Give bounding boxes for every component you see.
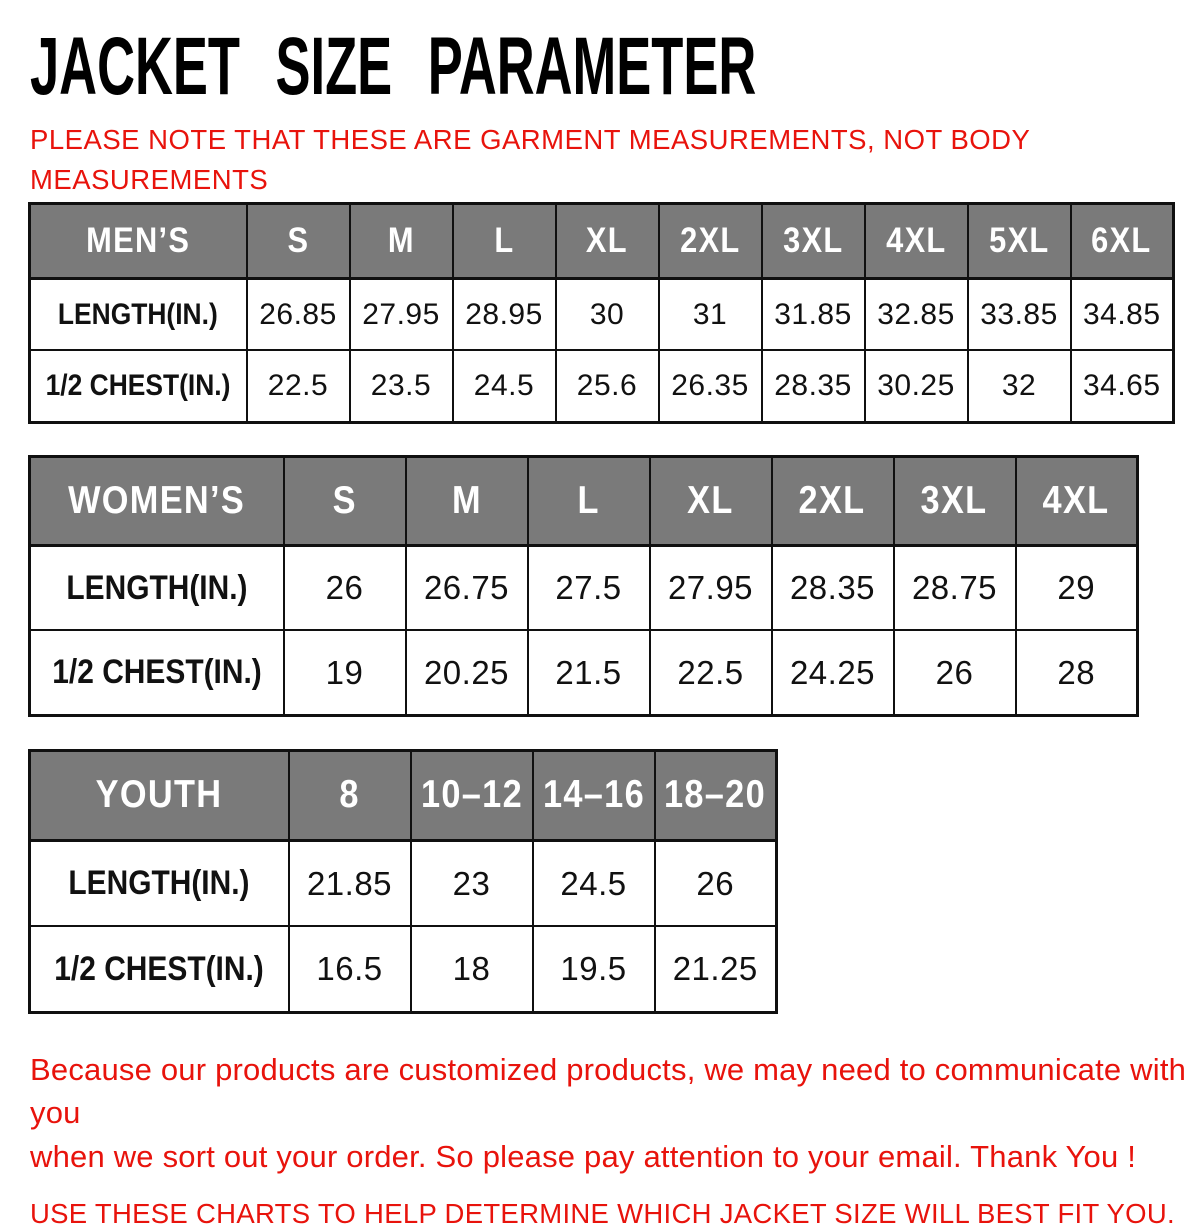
womens-size-header-cell: [528, 456, 650, 545]
mens-value-cell: 24.5: [453, 350, 556, 422]
youth-data-row: [30, 926, 777, 1012]
womens-value-cell: 27.95: [650, 545, 772, 630]
youth-size-header-cell: [289, 750, 411, 840]
youth-row-label: 1/2 CHEST(IN.): [54, 949, 264, 988]
womens-table-name-cell: [30, 456, 284, 545]
womens-value-cell: 27.5: [528, 545, 650, 630]
youth-row-label-cell: [30, 926, 289, 1012]
youth-size-header-cell: [655, 750, 777, 840]
mens-size-label: M: [387, 220, 415, 260]
womens-size-header-cell: [284, 456, 406, 545]
mens-row-label: LENGTH(IN.): [58, 297, 219, 331]
youth-value-cell: 21.25: [655, 926, 777, 1012]
youth-table-name: YOUTH: [95, 773, 223, 817]
mens-value-cell: 34.65: [1071, 350, 1174, 422]
mens-size-header-cell: [556, 203, 659, 278]
womens-size-label: M: [451, 478, 482, 522]
youth-size-label: 14–16: [542, 773, 645, 817]
youth-row-label-cell: [30, 840, 289, 926]
mens-value-cell: 32.85: [865, 278, 968, 350]
mens-size-label: 2XL: [679, 220, 741, 260]
youth-size-label: 8: [339, 773, 360, 817]
womens-size-label: S: [332, 478, 357, 522]
mens-value-cell: 31.85: [762, 278, 865, 350]
womens-value-cell: 19: [284, 630, 406, 715]
womens-size-label: 2XL: [799, 478, 866, 522]
mens-value-cell: 28.35: [762, 350, 865, 422]
mens-value-cell: 30.25: [865, 350, 968, 422]
mens-value-cell: 33.85: [968, 278, 1071, 350]
womens-row-label: LENGTH(IN.): [66, 568, 248, 607]
womens-size-header-cell: [650, 456, 772, 545]
mens-value-cell: 34.85: [1071, 278, 1174, 350]
youth-size-label: 10–12: [420, 773, 523, 817]
mens-size-header-cell: [453, 203, 556, 278]
mens-size-header-cell: [659, 203, 762, 278]
mens-size-header-cell: [247, 203, 350, 278]
womens-data-row: [30, 630, 1138, 715]
mens-size-label: XL: [585, 220, 628, 260]
mens-value-cell: 25.6: [556, 350, 659, 422]
youth-value-cell: 26: [655, 840, 777, 926]
mens-size-header-cell: [762, 203, 865, 278]
youth-size-table: [28, 749, 778, 1014]
mens-row-label-cell: [30, 278, 247, 350]
womens-size-header-cell: [1016, 456, 1138, 545]
mens-data-row: [30, 350, 1174, 422]
mens-size-label: 3XL: [782, 220, 844, 260]
mens-size-label: L: [493, 220, 515, 260]
mens-size-header-cell: [865, 203, 968, 278]
jacket-size-chart-page: [0, 21, 1200, 1229]
womens-row-label: 1/2 CHEST(IN.): [52, 653, 262, 691]
womens-data-row: [30, 545, 1138, 630]
mens-table-name-cell: [30, 203, 247, 278]
mens-value-cell: 26.35: [659, 350, 762, 422]
mens-row-label: 1/2 CHEST(IN.): [45, 369, 231, 402]
customization-contact-note: [30, 1048, 1200, 1178]
mens-data-row: [30, 278, 1174, 350]
mens-size-label: S: [287, 220, 309, 260]
mens-size-label: 6XL: [1091, 220, 1152, 260]
womens-value-cell: 26: [284, 545, 406, 630]
youth-value-cell: 16.5: [289, 926, 411, 1012]
womens-value-cell: 28.75: [894, 545, 1016, 630]
mens-value-cell: 26.85: [247, 278, 350, 350]
womens-value-cell: 26: [894, 630, 1016, 715]
youth-value-cell: 24.5: [533, 840, 655, 926]
contact-note-line-2: when we sort out your order. So please pay attention to your email. Thank You !: [30, 1138, 1137, 1174]
mens-size-header-cell: [350, 203, 453, 278]
mens-size-header-cell: [1071, 203, 1174, 278]
womens-value-cell: 28.35: [772, 545, 894, 630]
womens-size-label: 3XL: [921, 478, 988, 522]
youth-size-header-cell: [533, 750, 655, 840]
womens-value-cell: 21.5: [528, 630, 650, 715]
page-title: JACKET SIZE PARAMETER: [30, 21, 757, 112]
womens-value-cell: 20.25: [406, 630, 528, 715]
youth-data-row: [30, 840, 777, 926]
mens-value-cell: 32: [968, 350, 1071, 422]
youth-header-row: [30, 750, 777, 840]
youth-row-label: LENGTH(IN.): [68, 864, 250, 902]
womens-size-table: [28, 455, 1139, 717]
womens-size-label: XL: [687, 478, 734, 522]
youth-value-cell: 21.85: [289, 840, 411, 926]
mens-size-label: 4XL: [885, 220, 947, 260]
youth-table-name-cell: [30, 750, 289, 840]
mens-value-cell: 23.5: [350, 350, 453, 422]
garment-note-line-2: MEASUREMENTS: [30, 163, 269, 195]
womens-table-name: WOMEN’S: [68, 478, 246, 522]
mens-row-label-cell: [30, 350, 247, 422]
youth-value-cell: 18: [411, 926, 533, 1012]
mens-size-header-cell: [968, 203, 1071, 278]
mens-value-cell: 30: [556, 278, 659, 350]
womens-value-cell: 24.25: [772, 630, 894, 715]
youth-size-label: 18–20: [664, 773, 767, 817]
womens-value-cell: 22.5: [650, 630, 772, 715]
youth-value-cell: 19.5: [533, 926, 655, 1012]
garment-measurement-note: [30, 120, 1200, 200]
garment-note-line-1: PLEASE NOTE THAT THESE ARE GARMENT MEASUREMENTS, NOT BODY: [30, 124, 1031, 155]
mens-table-name: MEN’S: [86, 220, 191, 260]
contact-note-line-1: Because our products are customized products, we may need to communicate with you: [30, 1051, 1187, 1131]
youth-size-header-cell: [411, 750, 533, 840]
youth-value-cell: 23: [411, 840, 533, 926]
size-tables-section: [0, 202, 1200, 1014]
mens-size-table: [28, 202, 1175, 424]
womens-value-cell: 26.75: [406, 545, 528, 630]
womens-size-label: 4XL: [1042, 478, 1110, 522]
mens-value-cell: 27.95: [350, 278, 453, 350]
mens-size-label: 5XL: [988, 220, 1050, 260]
womens-size-header-cell: [894, 456, 1016, 545]
womens-size-label: L: [577, 478, 600, 522]
mens-header-row: [30, 203, 1174, 278]
womens-header-row: [30, 456, 1138, 545]
chart-usage-note: USE THESE CHARTS TO HELP DETERMINE WHICH JACKET SIZE WILL BEST FIT YOU.: [30, 1197, 1175, 1229]
womens-row-label-cell: [30, 545, 284, 630]
womens-size-header-cell: [406, 456, 528, 545]
mens-value-cell: 28.95: [453, 278, 556, 350]
womens-size-header-cell: [772, 456, 894, 545]
mens-value-cell: 31: [659, 278, 762, 350]
womens-row-label-cell: [30, 630, 284, 715]
womens-value-cell: 29: [1016, 545, 1138, 630]
womens-value-cell: 28: [1016, 630, 1138, 715]
mens-value-cell: 22.5: [247, 350, 350, 422]
